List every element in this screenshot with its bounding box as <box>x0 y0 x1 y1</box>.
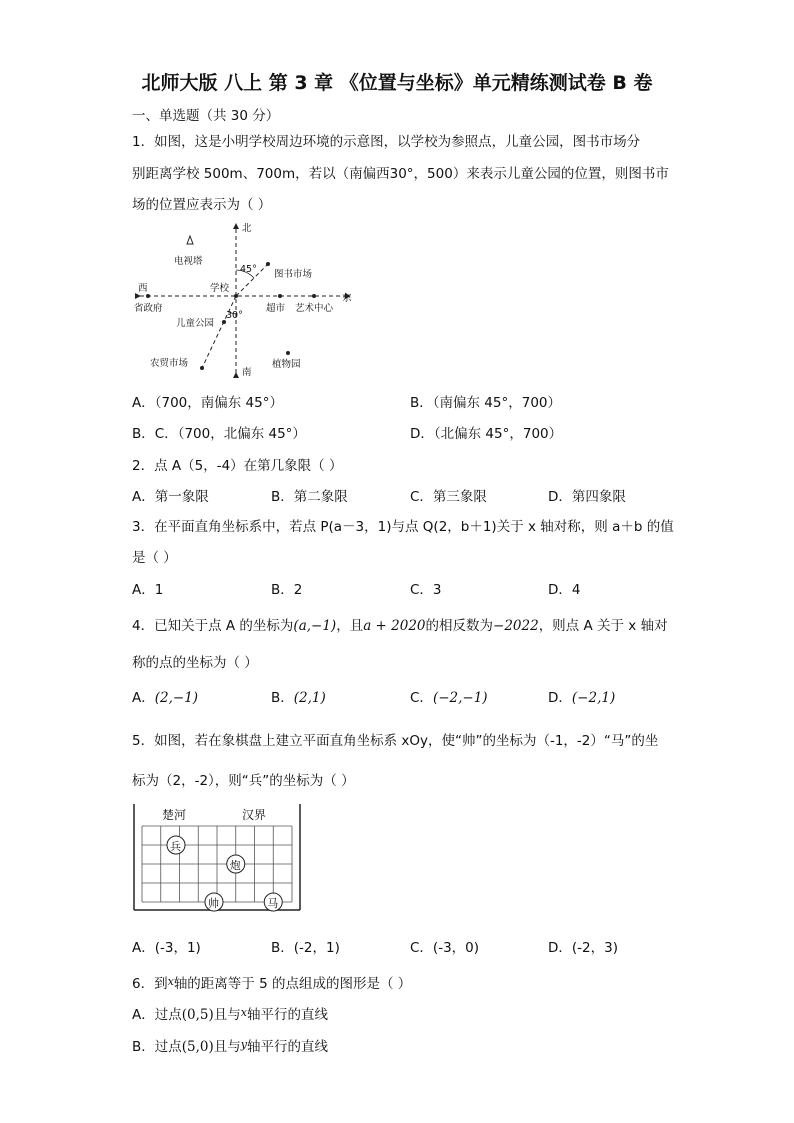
q3-stem-line1: 3．在平面直角坐标系中，若点 P(a－3，1)与点 Q(2，b＋1)关于 x 轴对称，则 a＋b 的值 <box>132 519 674 535</box>
q5-option-d: D．(-2，3) <box>548 940 618 956</box>
q3-option-c: C．3 <box>410 582 442 598</box>
q6-option-a-text3: 轴平行的直线 <box>246 1007 328 1023</box>
page-title: 北师大版 八上 第 3 章 《位置与坐标》单元精练测试卷 B 卷 <box>141 72 653 94</box>
q1-stem-line2: 别距离学校 500m、700m，若以（南偏西30°，500）来表示儿童公园的位置，则图书市 <box>132 166 669 182</box>
q5-chessboard <box>132 802 304 914</box>
q1-option-d: D．（北偏东 45°，700） <box>410 426 563 442</box>
q6-option-a <box>132 1003 328 1023</box>
label-angle-30: 30° <box>226 310 243 321</box>
q2-option-b: B．第二象限 <box>271 489 348 505</box>
board-label-chu-he: 楚河 <box>162 808 187 822</box>
q4-math-value: −2022 <box>493 618 539 634</box>
q6-option-a-text2: 且与 <box>213 1007 241 1023</box>
q3-option-a: A．1 <box>132 582 164 598</box>
label-book-market: 图书市场 <box>274 269 313 280</box>
piece-shuai: 帅 <box>208 897 219 910</box>
q4-option-c-letter: C． <box>410 690 433 706</box>
q3-stem-line2: 是（ ） <box>132 550 177 566</box>
q4-math-expr: a + 2020 <box>363 618 426 634</box>
piece-pao: 炮 <box>229 859 241 872</box>
q6-option-a-text1: A．过点 <box>132 1007 182 1023</box>
q6-math-x: x <box>167 975 174 988</box>
q6-option-b-axis: y <box>240 1038 247 1051</box>
q4-option-a <box>132 686 198 706</box>
q6-stem <box>132 972 411 992</box>
q2-option-d: D．第四象限 <box>548 489 626 505</box>
q4-text-a: 4．已知关于点 A 的坐标为 <box>132 618 294 634</box>
q4-text-d: ，则点 A 关于 x 轴对 <box>538 618 668 634</box>
label-art-center: 艺术中心 <box>295 303 334 314</box>
q4-option-c <box>410 686 488 706</box>
q5-stem-line2: 标为（2，-2），则“兵”的坐标为（ ） <box>132 773 355 789</box>
label-supermarket: 超市 <box>266 303 286 314</box>
q5-stem-line1: 5．如图，若在象棋盘上建立平面直角坐标系 xOy，使“帅”的坐标为（-1，-2）“马”的坐 <box>132 733 659 749</box>
map-axes <box>132 218 362 378</box>
q6-option-b <box>132 1035 328 1055</box>
q1-option-c: B．C．（700，北偏东 45°） <box>132 426 306 442</box>
section-heading: 一、单选题（共 30 分） <box>132 108 280 124</box>
q5-option-c: C．(-3，0) <box>410 940 480 956</box>
q4-stem-line1 <box>132 614 668 634</box>
label-gov: 省政府 <box>134 303 163 314</box>
q1-map-diagram <box>132 218 362 378</box>
q5-option-b: B．(-2，1) <box>271 940 340 956</box>
board-label-han-jie: 汉界 <box>242 808 267 822</box>
q6-option-a-point: (0,5) <box>181 1007 214 1023</box>
q4-option-a-letter: A． <box>132 690 155 706</box>
label-east: 东 <box>342 293 352 304</box>
q1-stem-line1: 1．如图，这是小明学校周边环境的示意图，以学校为参照点，儿童公园，图书市场分 <box>132 134 641 150</box>
label-botanical: 植物园 <box>272 359 301 370</box>
q3-option-b: B．2 <box>271 582 303 598</box>
q6-text-b: 轴的距离等于 5 的点组成的图形是（ ） <box>173 976 412 992</box>
label-school: 学校 <box>210 283 230 294</box>
label-west: 西 <box>138 283 148 294</box>
q4-option-b-math: (2,1) <box>293 690 326 706</box>
label-south: 南 <box>242 367 252 378</box>
q4-stem-line2: 称的点的坐标为（ ） <box>132 655 258 671</box>
q6-option-b-point: (5,0) <box>181 1039 214 1055</box>
label-park: 儿童公园 <box>176 318 215 329</box>
q4-text-b: ，且 <box>336 618 364 634</box>
q1-option-b: B．（南偏东 45°，700） <box>410 395 561 411</box>
q4-option-b-letter: B． <box>271 690 294 706</box>
q1-option-a: A．（700，南偏东 45°） <box>132 395 283 411</box>
q2-stem: 2．点 A（5，-4）在第几象限（ ） <box>132 458 343 474</box>
q6-option-b-text1: B．过点 <box>132 1039 182 1055</box>
q6-option-b-text2: 且与 <box>213 1039 241 1055</box>
q4-text-c: 的相反数为 <box>425 618 494 634</box>
q6-text-a: 6．到 <box>132 976 168 992</box>
piece-bing: 兵 <box>170 840 181 853</box>
q4-math-point: (a,−1) <box>293 618 337 634</box>
label-angle-45: 45° <box>240 264 257 275</box>
q4-option-a-math: (2,−1) <box>154 690 199 706</box>
q4-option-b <box>271 686 326 706</box>
q2-option-c: C．第三象限 <box>410 489 487 505</box>
q4-option-c-math: (−2,−1) <box>432 690 488 706</box>
q2-option-a: A．第一象限 <box>132 489 209 505</box>
q6-option-b-text3: 轴平行的直线 <box>247 1039 328 1055</box>
q4-option-d <box>548 686 615 706</box>
q3-option-d: D．4 <box>548 582 581 598</box>
q5-option-a: A．(-3，1) <box>132 940 201 956</box>
q4-option-d-math: (−2,1) <box>571 690 616 706</box>
label-tv-tower: 电视塔 <box>174 256 203 267</box>
tv-tower-icon <box>187 236 193 244</box>
q6-option-a-axis: x <box>240 1006 247 1019</box>
piece-ma: 马 <box>267 897 279 910</box>
label-farm-market: 农贸市场 <box>150 358 189 369</box>
label-north: 北 <box>242 223 252 234</box>
q1-stem-line3: 场的位置应表示为（ ） <box>132 197 272 213</box>
q4-option-d-letter: D． <box>548 690 572 706</box>
